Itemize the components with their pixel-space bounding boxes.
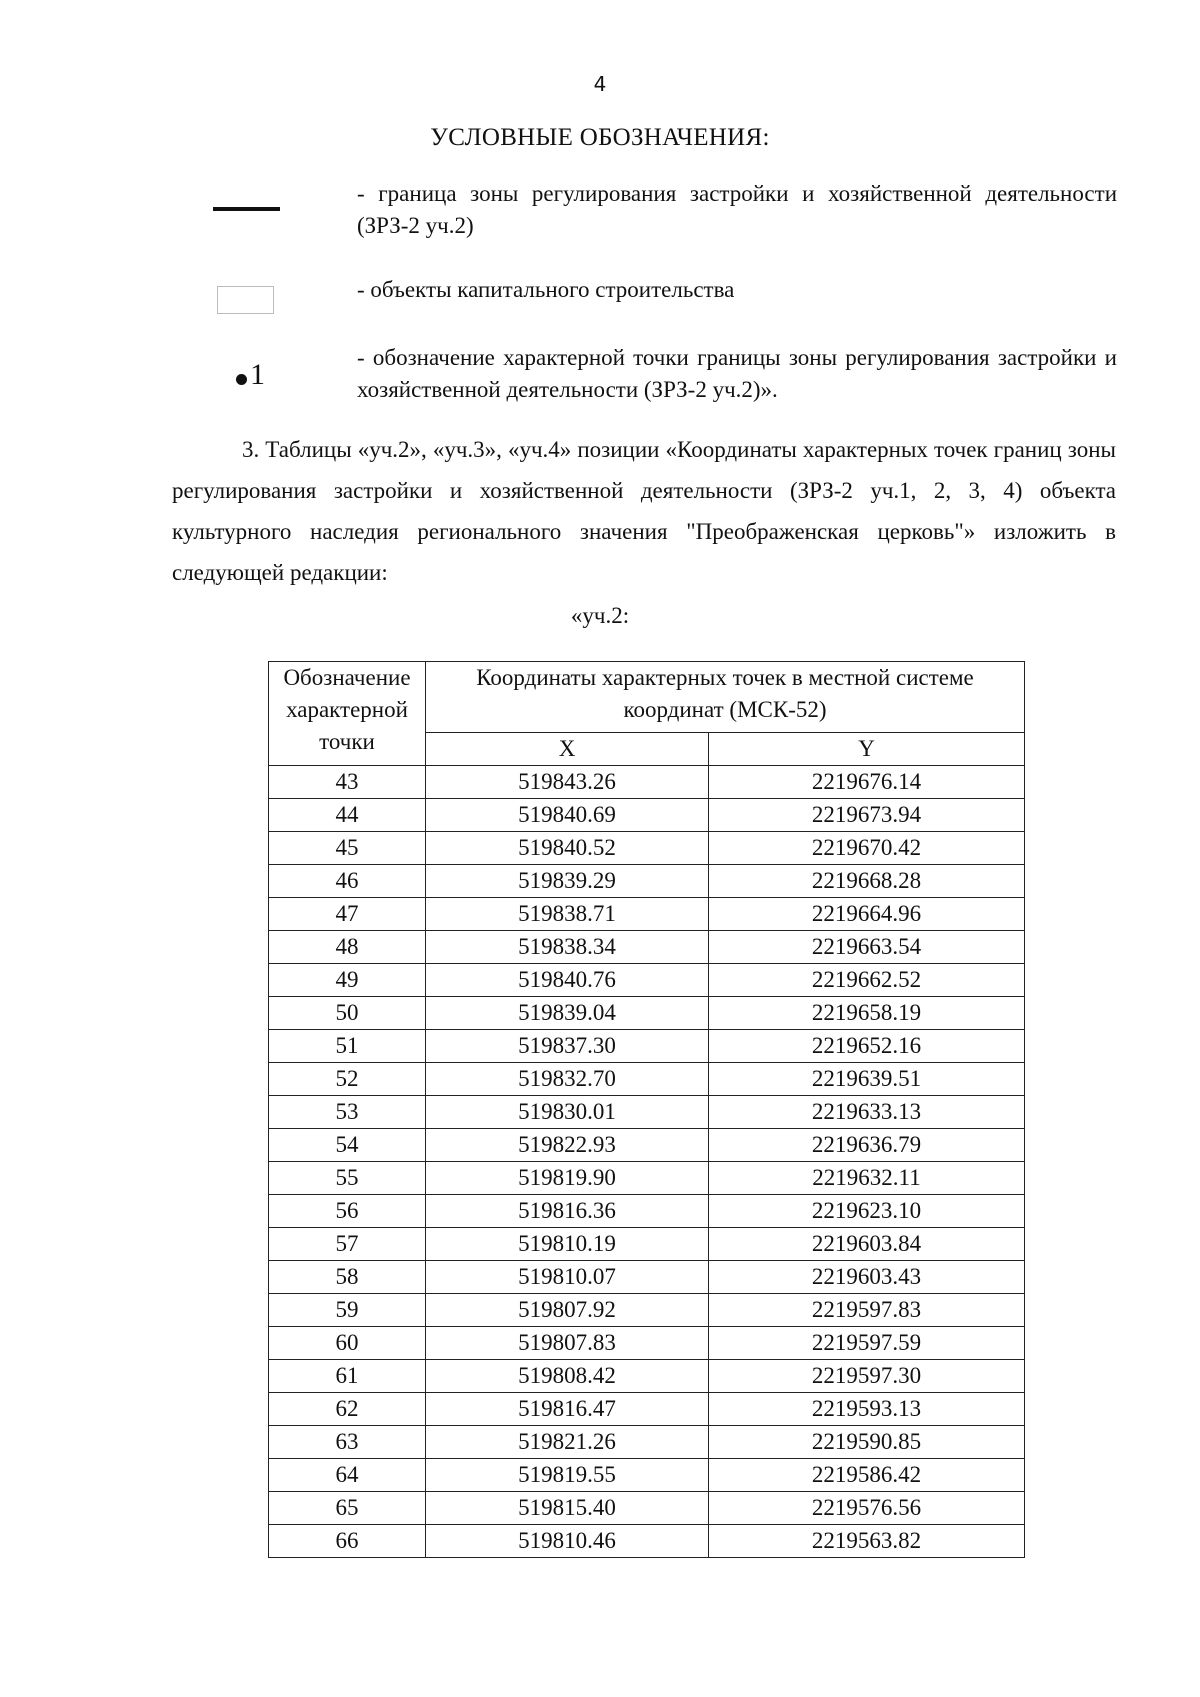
y-coordinate-cell: 2219664.96 bbox=[709, 898, 1025, 931]
point-id-cell: 63 bbox=[269, 1426, 426, 1459]
y-coordinate-cell: 2219673.94 bbox=[709, 799, 1025, 832]
y-coordinate-cell: 2219639.51 bbox=[709, 1063, 1025, 1096]
table-row bbox=[269, 1327, 1025, 1360]
y-coordinate-cell: 2219590.85 bbox=[709, 1426, 1025, 1459]
table-row bbox=[269, 832, 1025, 865]
point-id-cell: 58 bbox=[269, 1261, 426, 1294]
table-row bbox=[269, 1492, 1025, 1525]
y-coordinate-cell: 2219603.43 bbox=[709, 1261, 1025, 1294]
point-id-cell: 62 bbox=[269, 1393, 426, 1426]
building-rectangle-icon bbox=[217, 286, 274, 314]
table-row bbox=[269, 1129, 1025, 1162]
point-id-cell: 51 bbox=[269, 1030, 426, 1063]
y-coordinate-cell: 2219663.54 bbox=[709, 931, 1025, 964]
header-point-designation: Обозначение характерной точки bbox=[269, 662, 426, 766]
legend-item-text: - граница зоны регулирования застройки и хозяйственной деятельности (ЗРЗ-2 уч.2) bbox=[357, 181, 1117, 238]
point-id-cell: 52 bbox=[269, 1063, 426, 1096]
coordinates-table-body bbox=[269, 766, 1025, 1558]
table-caption: «уч.2: bbox=[570, 603, 630, 628]
page-number: 4 bbox=[593, 72, 607, 96]
legend-item-text: - объекты капитального строительства bbox=[357, 277, 735, 302]
y-coordinate-cell: 2219636.79 bbox=[709, 1129, 1025, 1162]
x-coordinate-cell: 519819.55 bbox=[426, 1459, 709, 1492]
table-row bbox=[269, 1063, 1025, 1096]
y-coordinate-cell: 2219597.59 bbox=[709, 1327, 1025, 1360]
header-coordinates-group: Координаты характерных точек в местной системе координат (МСК-52) bbox=[426, 662, 1025, 733]
point-id-cell: 65 bbox=[269, 1492, 426, 1525]
header-y: Y bbox=[709, 733, 1025, 766]
y-coordinate-cell: 2219586.42 bbox=[709, 1459, 1025, 1492]
table-row bbox=[269, 766, 1025, 799]
point-dot bbox=[236, 374, 247, 385]
amendment-paragraph bbox=[172, 429, 1116, 593]
amendment-paragraph-text: 3. Таблицы «уч.2», «уч.3», «уч.4» позиции «Координаты характерных точек границ зоны регулирования застройки и хозяйственной деятельности (ЗРЗ-2 уч.1, 2, 3, 4) объекта культурного наследия регионального значения "Преображенская церковь"» изложить в следующей редакции: bbox=[172, 437, 1116, 585]
x-coordinate-cell: 519840.69 bbox=[426, 799, 709, 832]
y-coordinate-cell: 2219676.14 bbox=[709, 766, 1025, 799]
legend-title: УСЛОВНЫЕ ОБОЗНАЧЕНИЯ: bbox=[430, 124, 770, 151]
point-id-cell: 46 bbox=[269, 865, 426, 898]
y-coordinate-cell: 2219597.83 bbox=[709, 1294, 1025, 1327]
x-coordinate-cell: 519810.07 bbox=[426, 1261, 709, 1294]
table-row bbox=[269, 1228, 1025, 1261]
point-id-cell: 53 bbox=[269, 1096, 426, 1129]
boundary-line-icon bbox=[213, 207, 280, 211]
x-coordinate-cell: 519838.71 bbox=[426, 898, 709, 931]
table-row bbox=[269, 1261, 1025, 1294]
point-id-cell: 64 bbox=[269, 1459, 426, 1492]
header-x: X bbox=[426, 733, 709, 766]
point-marker-icon bbox=[236, 358, 265, 392]
y-coordinate-cell: 2219662.52 bbox=[709, 964, 1025, 997]
legend-item-text: - обозначение характерной точки границы зоны регулирования застройки и хозяйственной деятельности (ЗРЗ-2 уч.2)». bbox=[357, 345, 1117, 402]
point-id-cell: 49 bbox=[269, 964, 426, 997]
x-coordinate-cell: 519832.70 bbox=[426, 1063, 709, 1096]
table-row bbox=[269, 1393, 1025, 1426]
y-coordinate-cell: 2219652.16 bbox=[709, 1030, 1025, 1063]
point-id-cell: 55 bbox=[269, 1162, 426, 1195]
table-row bbox=[269, 1294, 1025, 1327]
x-coordinate-cell: 519819.90 bbox=[426, 1162, 709, 1195]
x-coordinate-cell: 519838.34 bbox=[426, 931, 709, 964]
x-coordinate-cell: 519843.26 bbox=[426, 766, 709, 799]
y-coordinate-cell: 2219632.11 bbox=[709, 1162, 1025, 1195]
table-row bbox=[269, 1459, 1025, 1492]
point-marker-label: 1 bbox=[250, 358, 265, 391]
table-row bbox=[269, 1162, 1025, 1195]
table-row bbox=[269, 1360, 1025, 1393]
y-coordinate-cell: 2219633.13 bbox=[709, 1096, 1025, 1129]
y-coordinate-cell: 2219593.13 bbox=[709, 1393, 1025, 1426]
x-coordinate-cell: 519840.76 bbox=[426, 964, 709, 997]
y-coordinate-cell: 2219623.10 bbox=[709, 1195, 1025, 1228]
y-coordinate-cell: 2219576.56 bbox=[709, 1492, 1025, 1525]
x-coordinate-cell: 519830.01 bbox=[426, 1096, 709, 1129]
x-coordinate-cell: 519815.40 bbox=[426, 1492, 709, 1525]
table-row bbox=[269, 865, 1025, 898]
y-coordinate-cell: 2219668.28 bbox=[709, 865, 1025, 898]
point-id-cell: 48 bbox=[269, 931, 426, 964]
table-row bbox=[269, 997, 1025, 1030]
x-coordinate-cell: 519822.93 bbox=[426, 1129, 709, 1162]
point-id-cell: 50 bbox=[269, 997, 426, 1030]
point-id-cell: 59 bbox=[269, 1294, 426, 1327]
point-id-cell: 60 bbox=[269, 1327, 426, 1360]
table-row bbox=[269, 1096, 1025, 1129]
table-row bbox=[269, 964, 1025, 997]
point-id-cell: 43 bbox=[269, 766, 426, 799]
table-row bbox=[269, 1525, 1025, 1558]
x-coordinate-cell: 519810.19 bbox=[426, 1228, 709, 1261]
x-coordinate-cell: 519816.47 bbox=[426, 1393, 709, 1426]
point-id-cell: 57 bbox=[269, 1228, 426, 1261]
y-coordinate-cell: 2219563.82 bbox=[709, 1525, 1025, 1558]
x-coordinate-cell: 519807.92 bbox=[426, 1294, 709, 1327]
x-coordinate-cell: 519839.29 bbox=[426, 865, 709, 898]
point-id-cell: 47 bbox=[269, 898, 426, 931]
x-coordinate-cell: 519840.52 bbox=[426, 832, 709, 865]
point-id-cell: 54 bbox=[269, 1129, 426, 1162]
table-row bbox=[269, 931, 1025, 964]
x-coordinate-cell: 519821.26 bbox=[426, 1426, 709, 1459]
x-coordinate-cell: 519816.36 bbox=[426, 1195, 709, 1228]
coordinates-table bbox=[268, 661, 1025, 1558]
y-coordinate-cell: 2219658.19 bbox=[709, 997, 1025, 1030]
x-coordinate-cell: 519807.83 bbox=[426, 1327, 709, 1360]
table-row bbox=[269, 1195, 1025, 1228]
point-id-cell: 45 bbox=[269, 832, 426, 865]
table-row bbox=[269, 799, 1025, 832]
point-id-cell: 44 bbox=[269, 799, 426, 832]
x-coordinate-cell: 519808.42 bbox=[426, 1360, 709, 1393]
y-coordinate-cell: 2219670.42 bbox=[709, 832, 1025, 865]
point-id-cell: 66 bbox=[269, 1525, 426, 1558]
table-row bbox=[269, 1030, 1025, 1063]
y-coordinate-cell: 2219597.30 bbox=[709, 1360, 1025, 1393]
x-coordinate-cell: 519837.30 bbox=[426, 1030, 709, 1063]
y-coordinate-cell: 2219603.84 bbox=[709, 1228, 1025, 1261]
table-row bbox=[269, 1426, 1025, 1459]
point-id-cell: 56 bbox=[269, 1195, 426, 1228]
point-id-cell: 61 bbox=[269, 1360, 426, 1393]
x-coordinate-cell: 519810.46 bbox=[426, 1525, 709, 1558]
x-coordinate-cell: 519839.04 bbox=[426, 997, 709, 1030]
table-row bbox=[269, 898, 1025, 931]
